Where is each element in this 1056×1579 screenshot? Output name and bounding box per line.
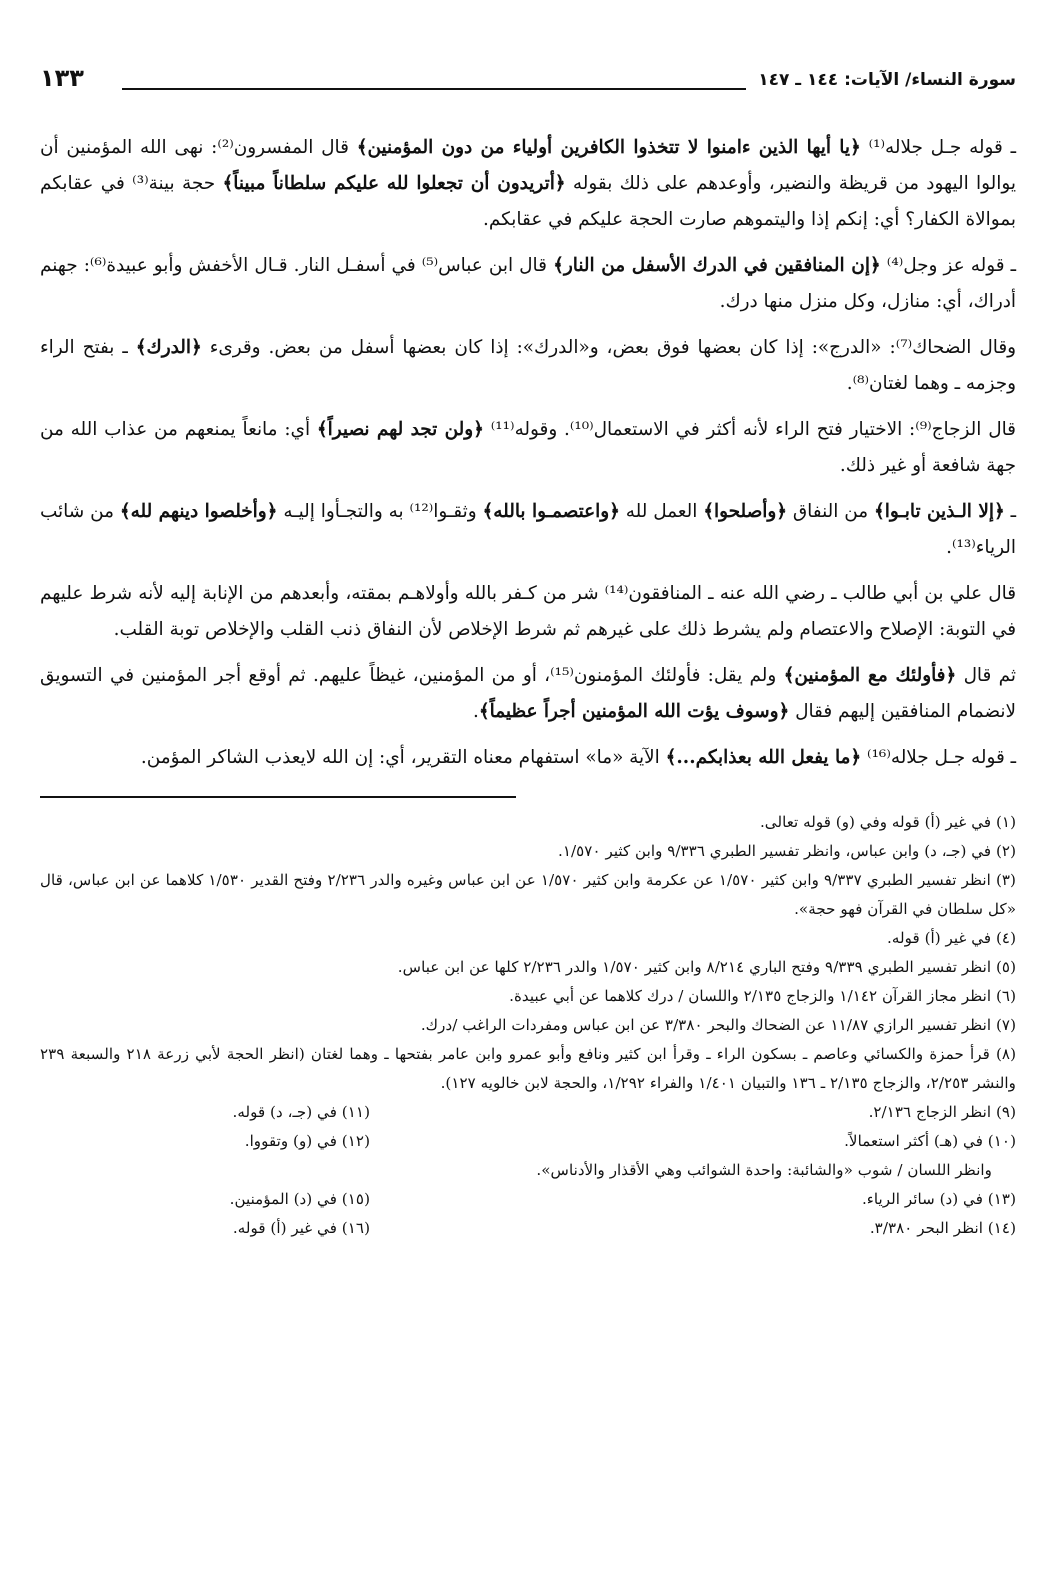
paragraph-4: قال الزجاج⁽⁹⁾: الاختيار فتح الراء لأنه أكثر في الاستعمال⁽¹⁰⁾. وقوله⁽¹¹⁾ ﴿ولن تجد لهم نصيراً﴾ أي: مانعاً يمنعهم من عذاب الله من جهة شافعة أو غير ذلك. (40, 419, 1016, 476)
quran-quote: ﴿ما يفعل الله بعذابكم...﴾ (665, 747, 862, 768)
footnote-3: (٣) انظر تفسير الطبري ٩/٣٣٧ وابن كثير ١/٥٧٠ عن عكرمة وابن كثير ١/٥٧٠ عن ابن عباس وغيره والدر ٢/٢٣٦ وفتح القدير ١/٥٣٠ كلاهما عن ابن عباس، قال «كل سلطان في القرآن فهو حجة». (40, 871, 1016, 918)
footnote-separator (40, 796, 516, 798)
footnote-spacer (40, 1156, 370, 1185)
footnote-13: (١٣) في (د) سائر الرياء. (861, 1190, 1016, 1208)
footnote-column-left (40, 1098, 370, 1243)
main-text (40, 130, 1016, 776)
footnote-5: (٥) انظر تفسير الطبري ٩/٣٣٩ وفتح الباري ٨/٢١٤ وابن كثير ١/٥٧٠ والدر ٢/٢٣٦ كلها عن ابن عباس. (397, 958, 1016, 976)
footnote-columns (40, 1098, 1016, 1243)
quran-quote: ﴿ولن تجد لهم نصيراً﴾ (316, 419, 484, 440)
paragraph-6: قال علي بن أبي طالب ـ رضي الله عنه ـ المنافقون⁽¹⁴⁾ شر من كـفر بالله وأولاهـم بمقته، وأبعدهم من الإنابة إليه لأنه شرط عليهم في التوبة: الإصلاح والاعتصام ولم يشرط ذلك على غيرهم ثم شرط الإخلاص لأن النفاق ذنب القلب والإخلاص توبة القلب. (40, 583, 1016, 640)
quran-quote: ﴿فأولئك مع المؤمنين﴾ (783, 665, 957, 686)
footnotes (40, 808, 1016, 1243)
footnote-12: (١٢) في (و) وتقووا. (244, 1132, 370, 1150)
header-title: سورة النساء/ الآيات: ١٤٤ ـ ١٤٧ (758, 70, 1016, 90)
footnote-15: (١٥) في (د) المؤمنين. (229, 1190, 370, 1208)
footnote-6: (٦) انظر مجاز القرآن ١/١٤٢ والزجاج ٢/١٣٥ واللسان / درك كلاهما عن أبي عبيدة. (509, 987, 1016, 1005)
footnote-9: (٩) انظر الزجاج ٢/١٣٦. (868, 1103, 1016, 1121)
quran-quote: ﴿إلا الـذين تابـوا﴾ (873, 501, 1005, 522)
footnote-7: (٧) انظر تفسير الرازي ١١/٨٧ عن الضحاك والبحر ٣/٣٨٠ عن ابن عباس ومفردات الراغب /درك. (420, 1016, 1016, 1034)
quran-quote: ﴿وسوف يؤت الله المؤمنين أجراً عظيماً﴾ (478, 701, 790, 722)
footnote-8: (٨) قرأ حمزة والكسائي وعاصم ـ بسكون الراء ـ وقرأ ابن كثير ونافع وأبو عمرو وابن عامر بفتحها ـ وهما لغتان (انظر الحجة لأبي زرعة ٢١٨ والسبعة ٢٣٩ والنشر ٢/٢٥٣، والزجاج ٢/١٣٥ ـ ١٣٦ والتبيان ١/٤٠١ والفراء ١/٢٩٢، والحجة لابن خالويه ١٢٧). (40, 1045, 1017, 1092)
quran-quote: ﴿إن المنافقين في الدرك الأسفل من النار﴾ (553, 255, 881, 276)
footnote-column-right (506, 1098, 1016, 1243)
quran-quote: ﴿يا أيها الذين ءامنوا لا تتخذوا الكافرين أولياء من دون المؤمنين﴾ (356, 137, 861, 158)
footnote-14: (١٤) انظر البحر ٣/٣٨٠. (869, 1219, 1016, 1237)
footnote-2: (٢) في (جـ، د) وابن عباس، وانظر تفسير الطبري ٩/٣٣٦ وابن كثير ١/٥٧٠. (558, 842, 1016, 860)
footnote-10: (١٠) في (هـ) أكثر استعمالاً. (844, 1132, 1016, 1150)
paragraph-2: ـ قوله عز وجل⁽⁴⁾ ﴿إن المنافقين في الدرك الأسفل من النار﴾ قال ابن عباس⁽⁵⁾ في أسفـل النار. قـال الأخفش وأبو عبيدة⁽⁶⁾: جهنم أدراك، أي: منازل، وكل منزل منها درك. (40, 255, 1016, 312)
footnote-1: (١) في غير (أ) قوله وفي (و) قوله تعالى. (759, 813, 1016, 831)
quran-quote: ﴿وأخلصوا دينهم لله﴾ (119, 501, 278, 522)
footnote-10-continuation: وانظر اللسان / شوب «والشائبة: واحدة الشوائب وهي الأقذار والأدناس». (536, 1161, 992, 1179)
page-number: ١٣٣ (40, 64, 84, 92)
quran-quote: ﴿أتريدون أن تجعلوا لله عليكم سلطاناً مبيناً﴾ (222, 173, 566, 194)
quran-quote: ﴿واعتصمـوا بالله﴾ (482, 501, 620, 522)
quran-quote: ﴿الدرك﴾ (135, 337, 202, 358)
paragraph-8: ـ قوله جـل جلاله⁽¹⁶⁾ ﴿ما يفعل الله بعذابكم...﴾ الآية «ما» استفهام معناه التقرير، أي: إن الله لايعذب الشاكر المؤمن. (140, 747, 1016, 768)
paragraph-3: وقال الضحاك⁽⁷⁾: «الدرج»: إذا كان بعضها فوق بعض، و«الدرك»: إذا كان بعضها أسفل من بعض. وقرىء ﴿الدرك﴾ ـ بفتح الراء وجزمه ـ وهما لغتان⁽⁸⁾. (40, 337, 1017, 394)
paragraph-1: ـ قوله جـل جلاله⁽¹⁾ ﴿يا أيها الذين ءامنوا لا تتخذوا الكافرين أولياء من دون المؤمنين﴾ قال المفسرون⁽²⁾: نهى الله المؤمنين أن يوالوا اليهود من قريظة والنضير، وأوعدهم على ذلك بقوله ﴿أتريدون أن تجعلوا لله عليكم سلطاناً مبيناً﴾ حجة بينة⁽³⁾ في عقابكم بموالاة الكفار؟ أي: إنكم إذا واليتموهم صارت الحجة عليكم في عقابكم. (40, 137, 1017, 230)
paragraph-7: ثم قال ﴿فأولئك مع المؤمنين﴾ ولم يقل: فأولئك المؤمنون⁽¹⁵⁾، أو من المؤمنين، غيظاً عليهم. ثم أوقع أجر المؤمنين في التسويق لانضمام المنافقين إليهم فقال ﴿وسوف يؤت الله المؤمنين أجراً عظيماً﴾. (40, 665, 1016, 722)
footnote-4: (٤) في غير (أ) قوله. (887, 929, 1016, 947)
book-page (40, 62, 1016, 1243)
paragraph-5: ـ ﴿إلا الـذين تابـوا﴾ من النفاق ﴿وأصلحوا﴾ العمل لله ﴿واعتصمـوا بالله﴾ وثقـوا⁽¹²⁾ به والتجـأوا إليـه ﴿وأخلصوا دينهم لله﴾ من شائب الرياء⁽¹³⁾. (40, 501, 1017, 558)
running-header (40, 62, 1016, 102)
footnote-11: (١١) في (جـ، د) قوله. (232, 1103, 370, 1121)
quran-quote: ﴿وأصلحوا﴾ (703, 501, 787, 522)
header-rule (122, 88, 746, 90)
footnote-16: (١٦) في غير (أ) قوله. (232, 1219, 370, 1237)
